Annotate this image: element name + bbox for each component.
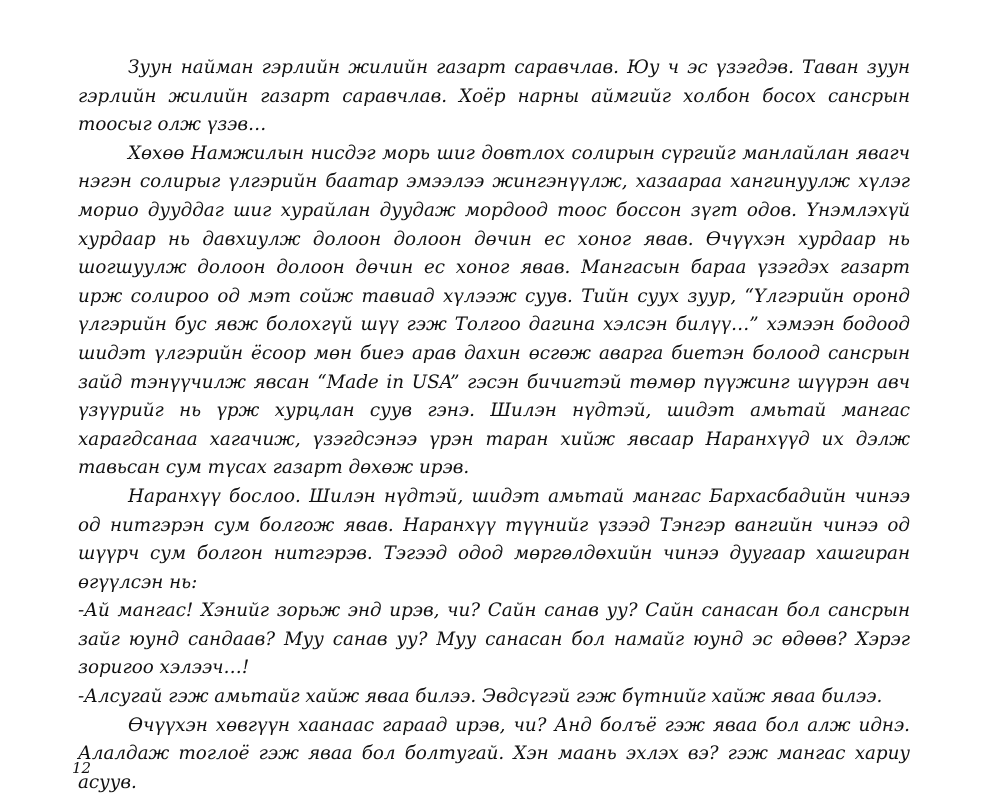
paragraph-4: Өчүүхэн хөвгүүн хаанаас гараад ирэв, чи? Анд болъё гэж яваа бол алж иднэ. Алалдаж тоглоё гэж яваа бол болтугай. Хэн маань эхлэх вэ? гэж мангас хариу асуув. [78, 714, 910, 793]
paragraph-3: Наранхүү бослоо. Шилэн нүдтэй, шидэт амьтай мангас Бархасбадийн чинээ од нитгэрэн сум болгож явав. Наранхүү түүнийг үзээд Тэнгэр вангийн чинээ од шүүрч сум болгон нитгэрэв. Тэгээд одод мөргөлдөхийн чинээ дуугаар хашгиран өгүүлсэн нь: [78, 485, 910, 593]
paragraph-1: Зуун найман гэрлийн жилийн газарт саравчлав. Юу ч эс үзэгдэв. Таван зуун гэрлийн жилийн газарт саравчлав. Хоёр нарны аймгийг холбон босох сансрын тоосыг олж үзэв… [78, 57, 910, 136]
dialogue-line-2: -Алсугай гэж амьтайг хайж яваа билээ. Эвдсүгэй гэж бүтнийг хайж яваа билээ. [78, 686, 883, 708]
dialogue-line-1: -Ай мангас! Хэнийг зорьж энд ирэв, чи? Сайн санав уу? Сайн санасан бол сансрын зайг юунд сандаав? Муу санав уу? Муу санасан бол намайг юунд эс өдөөв? Хэрэг зоригоо хэлээч…! [78, 600, 910, 679]
paragraph-2: Хөхөө Намжилын нисдэг морь шиг довтлох солирын сүргийг манлайлан явагч нэгэн солирыг үлгэрийн баатар эмээлээ жингэнүүлж, хазаараа хангинуулж хүлэг морио дууддаг шиг хурайлан дуудаж мордоод тоос боссон зүгт одов. Үнэмлэхүй хурдаар нь давхиулж долоон долоон дөчин ес хоног явав. Өчүүхэн хурдаар нь шогшуулж долоон долоон дөчин ес хоног явав. Мангасын бараа үзэгдэх газарт ирж солироо од мэт сойж тавиад хүлээж суув. Тийн суух зуур, “Үлгэрийн оронд үлгэрийн бус явж болохгүй шүү гэж Толгоо дагина хэлсэн билүү…” хэмээн бодоод шидэт үлгэрийн ёсоор мөн биеэ арав дахин өсгөж аварга биетэн болоод сансрын зайд тэнүүчилж явсан “Made in USA” гэсэн бичигтэй төмөр пүүжинг шүүрэн авч үзүүрийг нь үрж хурцлан суув гэнэ. Шилэн нүдтэй, шидэт амьтай мангас харагдсанаа хагачиж, үзэгдсэнээ үрэн таран хийж явсаар Наранхүүд их дэлж тавьсан сум түсах газарт дөхөж ирэв. [78, 142, 910, 479]
body-text [78, 54, 910, 797]
page-number: 12 [72, 759, 92, 777]
